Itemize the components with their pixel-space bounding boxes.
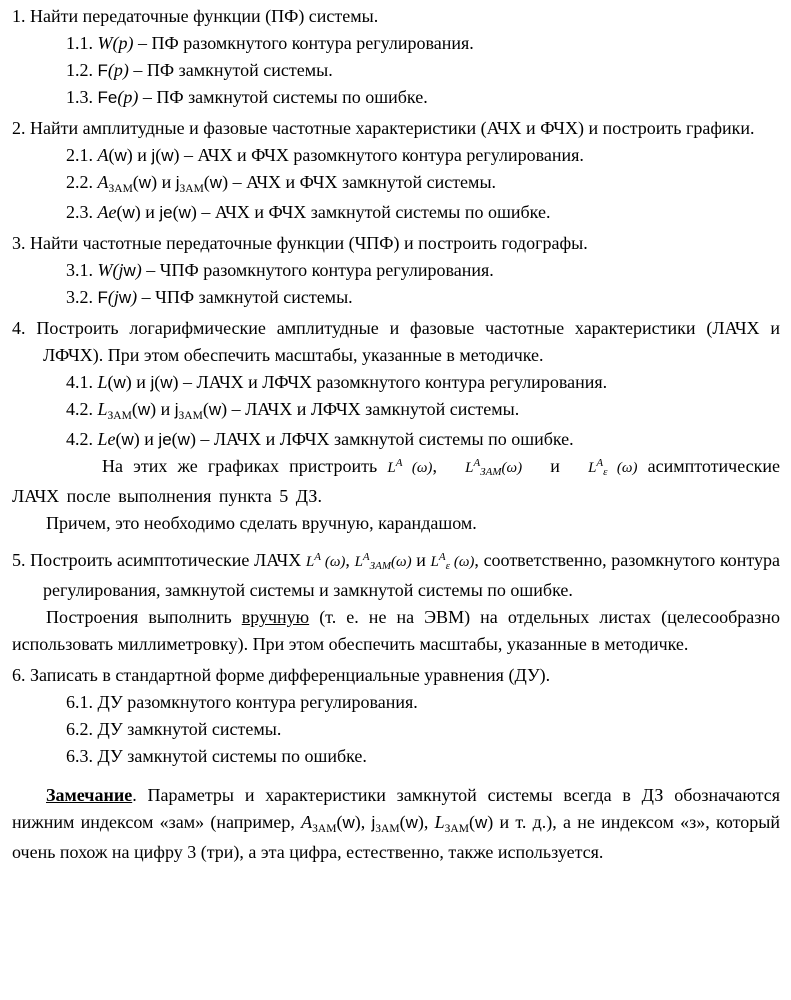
document-body xyxy=(12,3,780,866)
text-segment: L xyxy=(434,812,445,832)
text-segment: (т. е. не на ЭВМ) на отдельных листах (целесообразно использовать миллиметровку). При этом обеспечить масштабы, указанные в методичке. xyxy=(12,607,780,654)
text-segment: je xyxy=(158,430,172,449)
item-2-3 xyxy=(66,199,780,226)
item-3 xyxy=(12,230,780,257)
text-segment: ЗАМ xyxy=(480,466,502,478)
text-segment: j xyxy=(150,373,155,392)
text-segment: 1.1. xyxy=(66,33,98,53)
text-segment: F xyxy=(97,61,108,80)
text-segment: (p) xyxy=(107,60,129,80)
item-4-1 xyxy=(66,369,780,396)
item-3-2 xyxy=(66,284,780,311)
text-segment: ЗАМ xyxy=(312,822,337,835)
text-segment: ( xyxy=(132,172,139,192)
text-segment: ( xyxy=(468,812,475,832)
text-segment: ЗАМ xyxy=(179,182,204,195)
text-segment: (ω) xyxy=(391,554,412,570)
text-segment: – ПФ замкнутой системы по ошибке. xyxy=(138,87,428,107)
text-segment: w xyxy=(405,813,418,832)
item-2-1 xyxy=(66,142,780,169)
text-segment: 4.2. xyxy=(66,429,98,449)
text-segment: A xyxy=(596,457,604,469)
item-1-2 xyxy=(66,57,780,84)
text-segment: w xyxy=(137,400,151,419)
text-segment: 6.2. ДУ замкнутой системы. xyxy=(66,719,282,739)
item-5 xyxy=(12,547,780,604)
text-segment: – ПФ замкнутой системы. xyxy=(128,60,333,80)
text-segment: ) – ЛАЧХ и ЛФЧХ замкнутой системы по ошибке. xyxy=(189,429,574,449)
text-segment: ε xyxy=(445,560,450,572)
text-segment: 2.3. xyxy=(66,202,98,222)
text-segment: 6. Записать в стандартной форме дифференциальные уравнения (ДУ). xyxy=(12,665,551,685)
text-segment: A xyxy=(395,457,403,469)
text-segment: j xyxy=(371,813,376,832)
text-segment: ( xyxy=(399,812,406,832)
text-segment: ) и xyxy=(133,429,159,449)
text-segment: w xyxy=(138,173,152,192)
text-segment: w xyxy=(121,430,134,449)
text-segment: A xyxy=(438,551,446,563)
text-segment: 4. Построить логарифмические амплитудные и фазовые частотные характеристики (ЛАЧХ и ЛФЧХ). При этом обеспечить масштабы, указанные в методичке. xyxy=(12,318,780,365)
text-segment: и xyxy=(411,550,431,570)
text-segment: ), xyxy=(417,812,435,832)
text-segment: ЗАМ xyxy=(375,822,400,835)
text-segment: ε xyxy=(603,466,608,478)
text-segment: 6.3. ДУ замкнутой системы по ошибке. xyxy=(66,746,367,766)
text-segment: Le xyxy=(97,429,116,449)
item-4 xyxy=(12,315,780,369)
text-segment: L xyxy=(97,399,108,419)
text-segment: L xyxy=(305,554,315,570)
text-segment: L xyxy=(387,460,396,476)
text-segment: L xyxy=(588,460,597,476)
text-segment: ) – ЛАЧХ и ЛФЧХ замкнутой системы. xyxy=(221,399,520,419)
text-segment: L xyxy=(465,460,474,476)
text-segment: (ω) xyxy=(607,460,638,476)
text-segment: F xyxy=(97,288,108,307)
text-segment: ( xyxy=(116,202,123,222)
text-segment: 1. Найти передаточные функции (ПФ) системы. xyxy=(12,6,379,26)
text-segment: ЗАМ xyxy=(108,182,133,195)
text-segment: вручную xyxy=(241,607,310,627)
text-segment: ) – АЧХ и ФЧХ замкнутой системы. xyxy=(222,172,497,192)
text-segment: и xyxy=(522,456,589,476)
item-6-1 xyxy=(66,689,780,716)
text-segment: ( xyxy=(171,429,178,449)
text-segment: ЗАМ xyxy=(107,409,132,422)
item-1-3 xyxy=(66,84,780,111)
text-segment: Построения выполнить xyxy=(46,607,242,627)
item-2-2 xyxy=(66,169,780,199)
text-segment: – ЧПФ разомкнутого контура регулирования. xyxy=(141,260,494,280)
text-segment: A xyxy=(362,551,370,563)
text-segment: ( xyxy=(131,399,138,419)
text-segment: , xyxy=(432,456,466,476)
para-pencil xyxy=(12,510,780,537)
text-segment: 5. Построить асимптотические ЛАЧХ xyxy=(12,550,306,570)
text-segment: ) и xyxy=(150,399,175,419)
text-segment: Причем, это необходимо сделать вручную, карандашом. xyxy=(46,513,477,533)
text-segment: A xyxy=(314,551,321,563)
text-segment: , xyxy=(345,550,355,570)
text-segment: (p) xyxy=(117,87,139,107)
text-segment: j xyxy=(174,400,179,419)
text-segment: 2. Найти амплитудные и фазовые частотные характеристики (АЧХ и ФЧХ) и построить графики. xyxy=(12,118,755,138)
text-segment: ( xyxy=(202,399,209,419)
text-segment: w xyxy=(122,203,135,222)
text-segment: A xyxy=(473,457,481,469)
text-segment: w xyxy=(161,146,174,165)
text-segment: (j xyxy=(107,287,119,307)
text-segment: На этих же графиках пристроить xyxy=(102,456,388,476)
text-segment: j xyxy=(151,146,156,165)
text-segment: w xyxy=(123,261,136,280)
text-segment: ) и т. д.), а не индексом «з», который очень похож на цифру 3 (три), а эта цифра, естественно, также используется. xyxy=(12,812,781,862)
text-segment: Fe xyxy=(97,88,118,107)
para-manual xyxy=(12,604,780,658)
text-segment: w xyxy=(177,430,190,449)
item-4-2b xyxy=(66,426,780,453)
text-segment: ) xyxy=(135,260,142,280)
text-segment: W(p) xyxy=(97,33,134,53)
text-segment: w xyxy=(160,373,173,392)
text-segment: w xyxy=(208,400,222,419)
text-segment: ) и xyxy=(151,172,176,192)
text-segment: 4.2. xyxy=(66,399,98,419)
text-segment: 3.2. xyxy=(66,287,98,307)
text-segment: w xyxy=(342,813,355,832)
text-segment: , соответственно, разомкнутого контура регулирования, замкнутой системы и замкнутой системы по ошибке. xyxy=(43,550,781,600)
text-segment: Ae xyxy=(97,202,117,222)
text-segment: (ω) xyxy=(402,460,433,476)
text-segment: (ω) xyxy=(501,460,523,476)
text-segment: – ПФ разомкнутого контура регулирования. xyxy=(133,33,474,53)
text-segment: (ω) xyxy=(320,554,346,570)
text-segment: ( xyxy=(155,145,162,165)
text-segment: L xyxy=(430,554,439,570)
text-segment: w xyxy=(118,288,132,307)
text-segment: w xyxy=(113,373,126,392)
item-6 xyxy=(12,662,780,689)
text-segment: . Параметры и характеристики замкнутой системы всегда в ДЗ обозначаются нижним индексом «зам» (например, xyxy=(12,785,780,832)
text-segment: A xyxy=(301,812,313,832)
text-segment: w xyxy=(209,173,223,192)
text-segment: 2.1. xyxy=(66,145,98,165)
item-4-2 xyxy=(66,396,780,426)
text-segment: ), xyxy=(354,812,372,832)
item-6-2 xyxy=(66,716,780,743)
text-segment: ЗАМ xyxy=(369,560,391,572)
item-1 xyxy=(12,3,780,30)
text-segment: ) – АЧХ и ФЧХ разомкнутого контура регулирования. xyxy=(173,145,584,165)
text-segment: ( xyxy=(203,172,210,192)
text-segment: (ω) xyxy=(449,554,475,570)
text-segment: 1.2. xyxy=(66,60,98,80)
text-segment: 4.1. xyxy=(66,372,98,392)
text-segment: ( xyxy=(108,145,115,165)
text-segment: A xyxy=(97,145,109,165)
item-2 xyxy=(12,115,780,142)
text-segment: 3. Найти частотные передаточные функции (ЧПФ) и построить годографы. xyxy=(12,233,588,253)
text-segment: Замечание xyxy=(46,785,133,805)
text-segment: ЗАМ xyxy=(178,409,203,422)
text-segment: 3.1. xyxy=(66,260,98,280)
text-segment: – ЧПФ замкнутой системы. xyxy=(137,287,353,307)
item-3-1 xyxy=(66,257,780,284)
text-segment: ) и xyxy=(125,372,151,392)
text-segment: ) – ЛАЧХ и ЛФЧХ разомкнутого контура регулирования. xyxy=(172,372,608,392)
text-segment: 2.2. xyxy=(66,172,98,192)
text-segment: ( xyxy=(172,202,179,222)
text-segment: 1.3. xyxy=(66,87,98,107)
text-segment: ( xyxy=(107,372,114,392)
text-segment: w xyxy=(178,203,191,222)
text-segment: j xyxy=(175,173,180,192)
text-segment: ) xyxy=(131,287,138,307)
text-segment: je xyxy=(159,203,173,222)
item-6-3 xyxy=(66,743,780,770)
text-segment: ) – АЧХ и ФЧХ замкнутой системы по ошибке. xyxy=(190,202,551,222)
text-segment: L xyxy=(354,554,363,570)
item-1-1 xyxy=(66,30,780,57)
text-segment: ) и xyxy=(134,202,160,222)
text-segment: A xyxy=(97,172,109,192)
text-segment: ( xyxy=(154,372,161,392)
text-segment: w xyxy=(114,146,127,165)
text-segment: w xyxy=(474,813,488,832)
text-segment: 6.1. ДУ разомкнутого контура регулирования. xyxy=(66,692,418,712)
note-zamechanie xyxy=(12,782,780,866)
text-segment: ( xyxy=(115,429,122,449)
text-segment: ( xyxy=(336,812,343,832)
text-segment: W(j xyxy=(97,260,124,280)
text-segment: ) и xyxy=(126,145,152,165)
para-asymptotic xyxy=(12,453,780,510)
text-segment: асимптотические ЛАЧХ после выполнения пункта 5 ДЗ. xyxy=(12,456,781,506)
text-segment: L xyxy=(97,372,108,392)
text-segment: ЗАМ xyxy=(444,822,469,835)
